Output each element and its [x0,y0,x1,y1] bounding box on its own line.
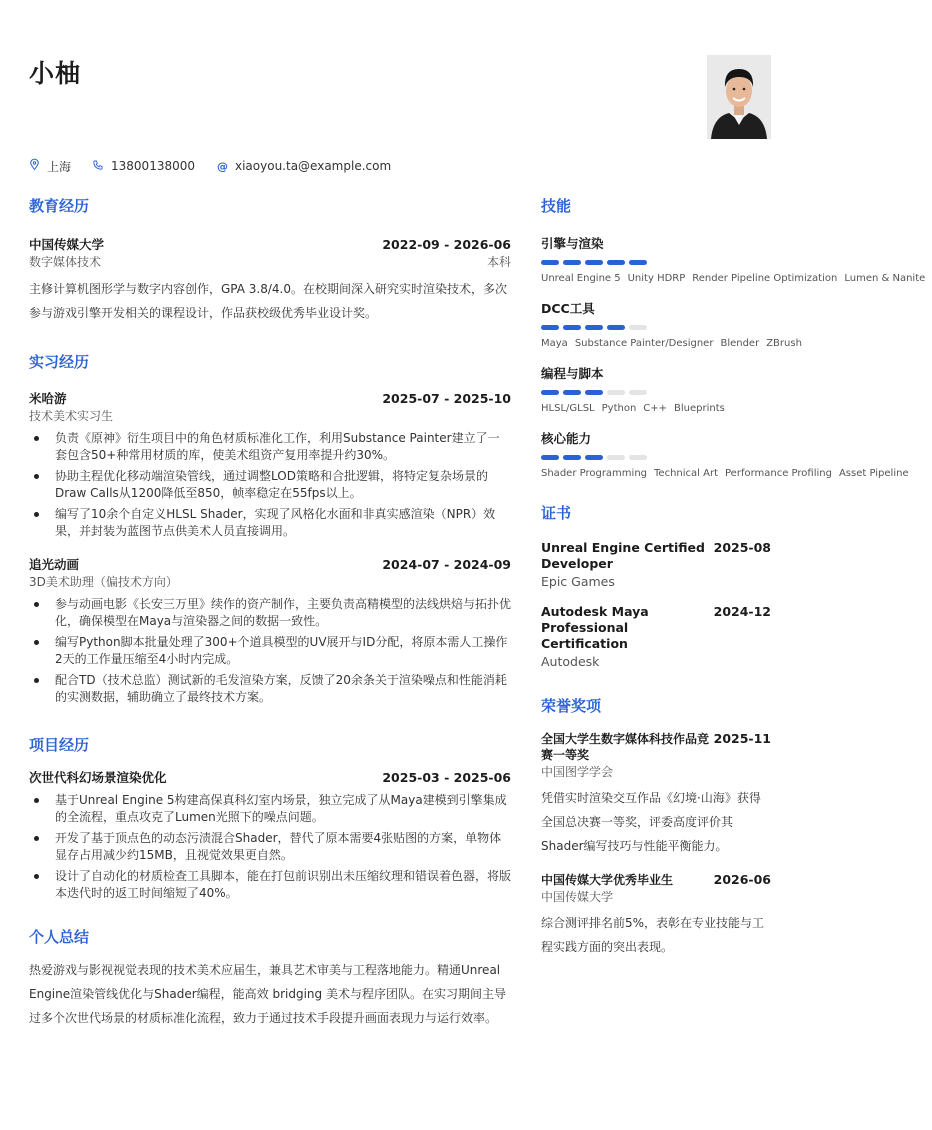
certificate-issuer: Epic Games [541,574,615,589]
list-item: 负责《原神》衍生项目中的角色材质标准化工作，利用Substance Painter建立了一套包含50+种常用材质的库，使美术组资产复用率提升约30%。 [29,430,511,464]
award-item [541,731,771,858]
certificate-name: Unreal Engine Certified Developer [541,540,705,571]
skill-level-dot [607,325,625,330]
skill-keyword: Blueprints [674,403,725,414]
side-column [541,195,926,959]
list-item: 开发了基于顶点色的动态污渍混合Shader，替代了原本需要4张贴图的方案，单物体显存占用减少约15MB，且视觉效果更自然。 [29,830,511,864]
skill-keyword: Render Pipeline Optimization [692,273,838,284]
skill-keyword: Unreal Engine 5 [541,273,621,284]
skill-keywords [541,399,771,419]
project-heading: 项目经历 [29,736,90,754]
certificate-name: Autodesk Maya Professional Certification [541,604,649,651]
contact-location-text: 上海 [47,159,72,174]
skill-level-dot [585,325,603,330]
skill-keyword: Performance Profiling [725,468,832,479]
contact-location [29,158,71,175]
skill-category: 引擎与渲染 [541,236,604,251]
bullet-list [29,792,511,902]
skill-keyword: Substance Painter/Designer [574,338,714,349]
summary-heading: 个人总结 [29,928,90,946]
skill-level-dot [585,260,603,265]
summary-section [29,926,511,1030]
skill-category: 核心能力 [541,431,592,446]
major: 数字媒体技术 [29,255,102,269]
profile-photo [707,55,771,139]
phone-icon [93,160,103,173]
skill-level-dot [607,260,625,265]
internship-header-row [29,389,511,407]
internship-dates: 2025-07 - 2025-10 [382,391,511,406]
skill-level-dot [563,455,581,460]
internship-header-row [29,555,511,573]
skill-level [541,455,771,460]
job-role: 3D美术助理（偏技术方向） [29,575,178,589]
skill-level [541,260,771,265]
skill-level-dot [629,325,647,330]
skill-level-dot [563,325,581,330]
contact-phone-text: 13800138000 [111,159,195,173]
education-heading: 教育经历 [29,197,90,215]
skill-level-dot [541,325,559,330]
award-description: 综合测评排名前5%，表彰在专业技能与工程实践方面的突出表现。 [541,916,765,954]
skill-group [541,234,926,289]
summary-text: 热爱游戏与影视视觉表现的技术美术应届生，兼具艺术审美与工程落地能力。精通Unreal Engine渲染管线优化与Shader编程，能高效 bridging 美术与程序团队。在实习期间主导过多个次世代场景的材质标准化流程，致力于通过技术手段提升画面表现力与运行效率。 [29,963,506,1025]
education-dates: 2022-09 - 2026-06 [382,237,511,252]
skills-section [541,195,926,484]
company-name: 追光动画 [29,557,80,572]
award-date: 2026-06 [713,872,771,887]
award-issuer: 中国传媒大学 [541,890,614,904]
skill-level [541,390,771,395]
company-name: 米哈游 [29,391,67,406]
award-date: 2025-11 [713,731,771,746]
internship-section [29,351,511,706]
job-role: 技术美术实习生 [29,409,114,423]
skill-keyword: Asset Pipeline [838,468,909,479]
list-item: 基于Unreal Engine 5构建高保真科幻室内场景，独立完成了从Maya建模到引擎集成的全流程，重点攻克了Lumen光照下的噪点问题。 [29,792,511,826]
contact-email-text: xiaoyou.ta@example.com [235,159,392,173]
degree: 本科 [486,255,511,269]
skill-level-dot [585,390,603,395]
list-item: 参与动画电影《长安三万里》续作的资产制作，主要负责高精模型的法线烘焙与拓扑优化，确保模型在Maya与渲染器之间的数据一致性。 [29,596,511,630]
skill-level-dot [629,260,647,265]
school-name: 中国传媒大学 [29,237,105,252]
award-name: 全国大学生数字媒体科技作品竞赛一等奖 [541,732,710,762]
skill-level [541,325,771,330]
internship-dates: 2024-07 - 2024-09 [382,557,511,572]
skill-keyword: Maya [541,338,568,349]
list-item: 编写了10余个自定义HLSL Shader，实现了风格化水面和非真实感渲染（NPR）效果，并封装为蓝图节点供美术人员直接调用。 [29,506,511,540]
candidate-name: 小柚 [29,59,82,88]
skill-keywords [541,464,909,484]
skill-level-dot [629,390,647,395]
skill-level-dot [607,455,625,460]
project-section [29,734,511,902]
award-header-row [541,872,771,888]
award-issuer: 中国图学学会 [541,765,614,779]
certificate-header-row [541,604,771,652]
certificates-section [541,502,771,669]
project-dates: 2025-03 - 2025-06 [382,770,511,785]
skill-level-dot [541,455,559,460]
skill-keyword: Technical Art [654,468,718,479]
list-item: 配合TD（技术总监）测试新的毛发渲染方案，反馈了20余条关于渲染噪点和性能消耗的实测数据，辅助确立了最终技术方案。 [29,672,511,706]
skill-keyword: Python [601,403,637,414]
location-pin-icon [29,159,39,173]
skill-level-dot [585,455,603,460]
list-item: 协助主程优化移动端渲染管线，通过调整LOD策略和合批逻辑，将特定复杂场景的Draw Calls从1200降低至850，帧率稳定在55fps以上。 [29,468,511,502]
profile-photo-image [707,55,771,139]
contact-bar [29,157,413,175]
skill-keyword: HLSL/GLSL [541,403,595,414]
skill-category: DCC工具 [541,301,595,316]
education-header-row [29,235,511,253]
awards-section [541,695,771,959]
certificate-date: 2024-12 [713,604,771,619]
bullet-list [29,596,511,706]
bullet-list [29,430,511,540]
project-name: 次世代科幻场景渲染优化 [29,770,167,785]
skill-level-dot [563,390,581,395]
project-header-row [29,768,511,786]
skill-category: 编程与脚本 [541,366,604,381]
skill-keyword: ZBrush [766,338,802,349]
main-column [29,195,511,1030]
at-sign-icon: @ [217,159,228,173]
skill-level-dot [563,260,581,265]
certificate-date: 2025-08 [713,540,771,555]
skill-keyword: Unity HDRP [627,273,686,284]
skill-keyword: C++ [643,403,668,414]
internship-heading: 实习经历 [29,353,90,371]
education-section [29,195,511,325]
awards-heading: 荣誉奖项 [541,697,602,715]
certificates-heading: 证书 [541,504,572,522]
skill-keyword: Blender [720,338,760,349]
internship-item [29,389,511,540]
certificate-item [541,540,771,589]
list-item: 设计了自动化的材质检查工具脚本，能在打包前识别出未压缩纹理和错误着色器，将版本迭代时的返工时间缩短了40%。 [29,868,511,902]
skill-level-dot [541,390,559,395]
award-description: 凭借实时渲染交互作品《幻境·山海》获得全国总决赛一等奖，评委高度评价其Shader编写技巧与性能平衡能力。 [541,791,761,853]
contact-email[interactable] [217,159,391,173]
certificate-issuer: Autodesk [541,654,600,669]
skill-level-dot [541,260,559,265]
list-item: 编写Python脚本批量处理了300+个道具模型的UV展开与ID分配，将原本需人工操作2天的工作量压缩至4小时内完成。 [29,634,511,668]
skill-keyword: Shader Programming [541,468,648,479]
skills-heading: 技能 [541,197,572,215]
certificate-item [541,604,771,669]
skill-keyword: Lumen & Nanite [844,273,926,284]
skill-group [541,364,771,419]
award-header-row [541,731,771,763]
education-description: 主修计算机图形学与数字内容创作，GPA 3.8/4.0。在校期间深入研究实时渲染技术，多次参与游戏引擎开发相关的课程设计，作品获校级优秀毕业设计奖。 [29,282,508,320]
skill-level-dot [629,455,647,460]
skill-group [541,299,802,354]
skill-level-dot [607,390,625,395]
skill-keywords [541,269,926,289]
certificate-header-row [541,540,771,572]
contact-phone[interactable] [93,159,195,173]
skill-group [541,429,909,484]
education-sub-row [29,253,511,270]
internship-item [29,555,511,706]
skill-keywords [541,334,802,354]
award-item [541,872,771,959]
award-name: 中国传媒大学优秀毕业生 [541,873,674,887]
